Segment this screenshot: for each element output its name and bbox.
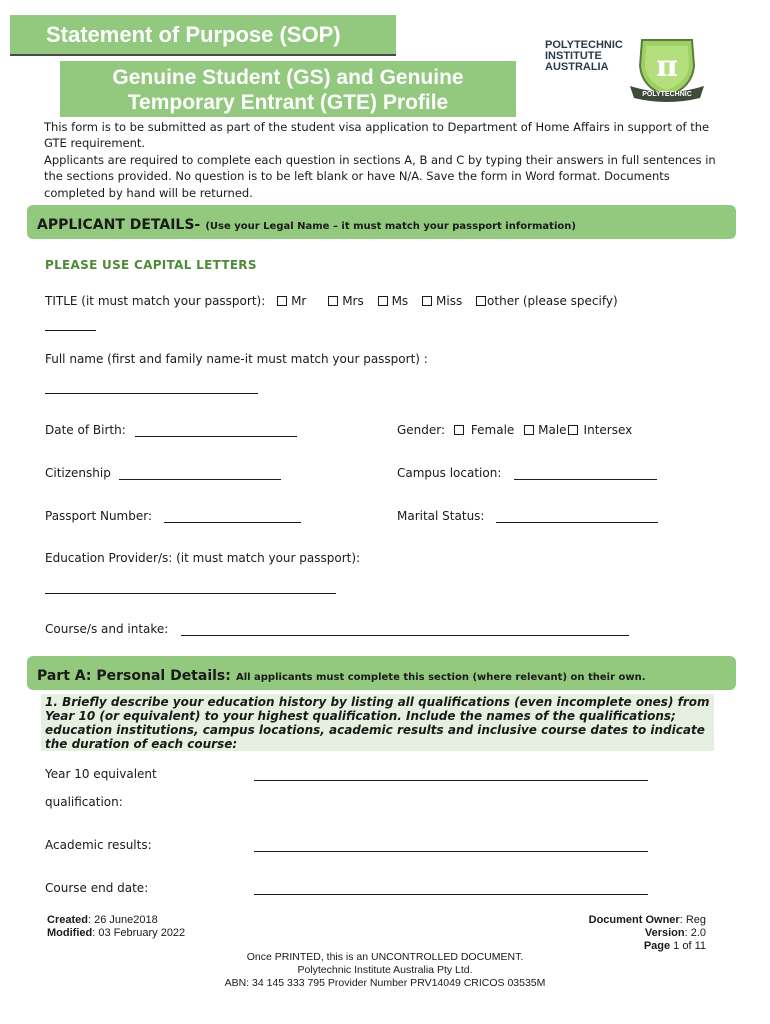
question-1-text: 1. Briefly describe your education history by listing all qualifications (even incomplete ones) from Year 10 (or equivalent) to your highest qualification. Include the names of the qualifications; education institutions, campus locations, academic results and inclusive course dates to indicate the duration of each course: <box>45 695 710 751</box>
year10-label-line-2: qualification: <box>45 795 123 809</box>
title-label: TITLE (it must match your passport): <box>45 294 266 308</box>
created-label: Created <box>47 914 88 926</box>
logo-line-1: POLYTECHNIC <box>545 39 623 51</box>
academic-results-label: Academic results: <box>45 838 152 852</box>
part-a-heading: Part A: Personal Details: <box>37 668 231 684</box>
gender-male-checkbox[interactable] <box>524 425 534 435</box>
title-other-checkbox[interactable] <box>476 296 486 306</box>
form-subtitle <box>60 61 516 117</box>
gender-female-label: Female <box>470 423 515 437</box>
campus-label: Campus location: <box>397 466 502 480</box>
title-miss-label: Miss <box>436 294 463 308</box>
title-other-input[interactable] <box>45 317 96 331</box>
footer-uncontrolled: Once PRINTED, this is an UNCONTROLLED DOCUMENT. <box>246 951 524 963</box>
footer-center <box>0 951 770 990</box>
title-other-label: other (please specify) <box>487 294 618 308</box>
footer-abn: ABN: 34 145 333 795 Provider Number PRV14049 CRICOS 03535M <box>224 977 546 989</box>
passport-label: Passport Number: <box>45 509 153 523</box>
owner-value: : Reg <box>679 914 706 926</box>
course-intake-label: Course/s and intake: <box>45 622 169 636</box>
title-mrs-checkbox[interactable] <box>328 296 338 306</box>
gender-male-label: Male <box>538 423 567 437</box>
title-mrs-label: Mrs <box>342 294 364 308</box>
year10-label-line-1: Year 10 equivalent <box>45 767 157 781</box>
modified-value: : 03 February 2022 <box>92 927 186 939</box>
intro-paragraph-2: Applicants are required to complete each question in sections A, B and C by typing their answers in full sentences in the sections provided. No question is to be left blank or have N/A. Save the form in Word format. Documents completed by hand will be returned. <box>44 152 716 200</box>
footer-created <box>47 914 185 927</box>
modified-label: Modified <box>47 927 93 939</box>
institute-shield-logo-icon <box>628 36 706 102</box>
intro-paragraph-1: This form is to be submitted as part of the student visa application to Department of Home Affairs in support of the GTE requirement. <box>44 120 710 151</box>
title-ms-label: Ms <box>391 294 409 308</box>
applicant-details-header <box>27 205 736 239</box>
education-provider-label: Education Provider/s: (it must match your passport): <box>45 551 361 565</box>
title-mr-checkbox[interactable] <box>277 296 287 306</box>
citizenship-label: Citizenship <box>45 466 111 480</box>
citizenship-input[interactable] <box>119 466 281 480</box>
form-title: Statement of Purpose (SOP) <box>10 15 396 55</box>
capital-letters-notice: PLEASE USE CAPITAL LETTERS <box>45 258 257 272</box>
title-mr-label: Mr <box>291 294 307 308</box>
gender-intersex-checkbox[interactable] <box>568 425 578 435</box>
page-value: 1 of 11 <box>670 940 706 952</box>
dob-input[interactable] <box>135 423 297 437</box>
course-intake-input[interactable] <box>181 622 629 636</box>
academic-results-input[interactable] <box>254 838 648 852</box>
version-label: Version <box>644 927 685 939</box>
full-name-label: Full name (first and family name-it must match your passport) : <box>45 352 428 366</box>
logo-line-3: AUSTRALIA <box>545 61 609 73</box>
marital-input[interactable] <box>496 509 658 523</box>
footer-company: Polytechnic Institute Australia Pty Ltd. <box>297 964 473 976</box>
subtitle-line-2: Temporary Entrant (GTE) Profile <box>127 91 449 114</box>
course-end-date-label: Course end date: <box>45 881 149 895</box>
year10-qualification-input[interactable] <box>254 767 648 781</box>
footer-owner <box>589 914 706 927</box>
title-miss-checkbox[interactable] <box>422 296 432 306</box>
logo-wordmark <box>545 40 623 73</box>
version-value: : 2.0 <box>684 927 706 939</box>
part-a-note: All applicants must complete this section (where relevant) on their own. <box>235 672 646 683</box>
owner-label: Document Owner <box>588 914 680 926</box>
applicant-details-heading: APPLICANT DETAILS- <box>37 217 201 233</box>
gender-intersex-label: Intersex <box>583 423 633 437</box>
logo-badge-text: POLYTECHNIC <box>642 91 692 98</box>
logo-line-2: INSTITUTE <box>545 50 602 62</box>
footer-version <box>589 927 706 940</box>
footer-dates <box>47 914 185 940</box>
svg-text:π: π <box>656 49 678 84</box>
course-end-date-input[interactable] <box>254 881 648 895</box>
part-a-header <box>27 656 736 690</box>
gender-row <box>397 423 632 437</box>
dob-label: Date of Birth: <box>45 423 126 437</box>
passport-input[interactable] <box>164 509 301 523</box>
applicant-details-note: (Use your Legal Name – it must match your passport information) <box>205 221 576 232</box>
intro-text <box>44 119 724 201</box>
title-underline <box>10 54 396 56</box>
marital-label: Marital Status: <box>397 509 485 523</box>
gender-label: Gender: <box>397 423 446 437</box>
title-row <box>45 294 618 308</box>
title-ms-checkbox[interactable] <box>378 296 388 306</box>
footer-modified <box>47 927 185 940</box>
education-provider-input[interactable] <box>45 580 336 594</box>
page-label: Page <box>643 940 671 952</box>
footer-document-info <box>589 914 706 953</box>
gender-female-checkbox[interactable] <box>454 425 464 435</box>
created-value: : 26 June2018 <box>87 914 158 926</box>
subtitle-line-1: Genuine Student (GS) and Genuine <box>112 66 464 89</box>
full-name-input[interactable] <box>45 380 258 394</box>
campus-input[interactable] <box>514 466 657 480</box>
